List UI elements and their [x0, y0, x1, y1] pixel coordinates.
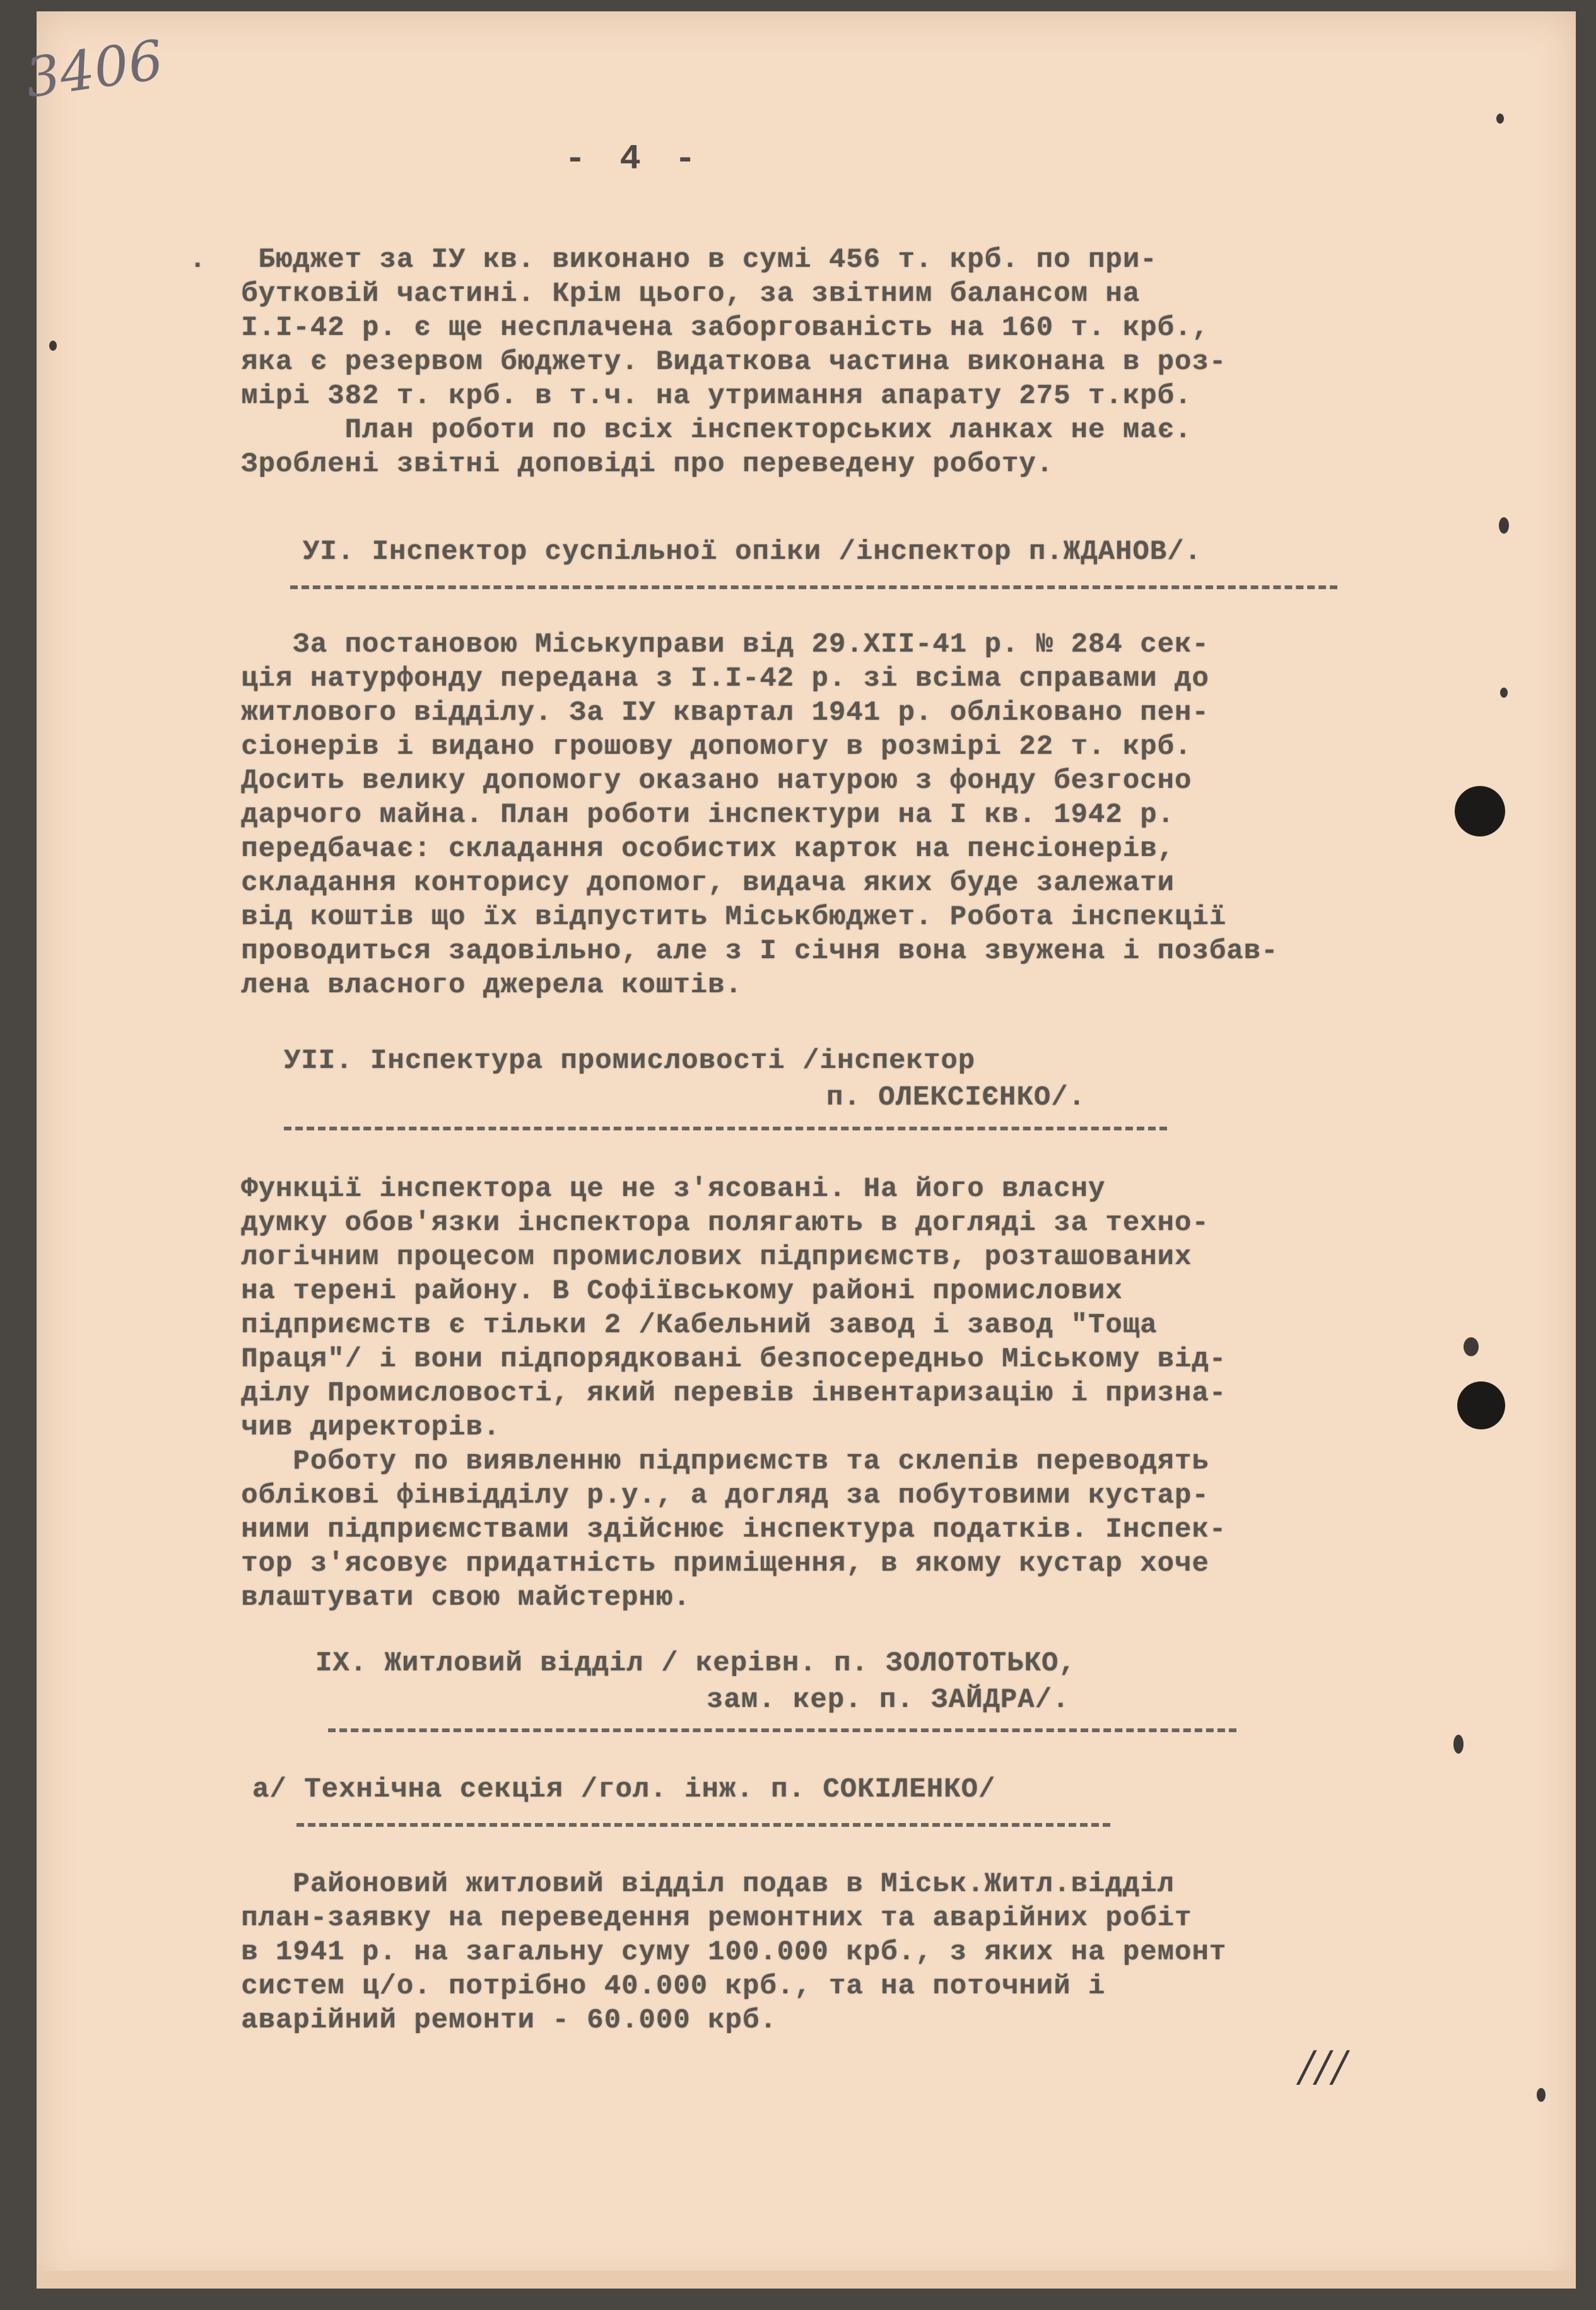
heading-industry-line-1: УІІ. Інспектура промисловості /інспектор: [284, 1045, 976, 1077]
heading-social-care: УІ. Інспектор суспільної опіки /інспектор п.ЖДАНОВ/.: [303, 536, 1202, 568]
handwritten-continuation-mark: ///: [1300, 2043, 1349, 2091]
page-number: - 4 -: [565, 139, 703, 179]
underline-industry: [284, 1127, 1167, 1130]
paper-speck: [49, 341, 57, 351]
paragraph-industry: Функції інспектора це не з'ясовані. На його власну думку обов'язки інспектора полягають в догляді за техно- логічним процесом промислових підприємств, розташованих на терені району. В Софіївському районі промислових підприємств є тільки 2 /Кабельний завод і завод "Тоща Праця"/ і вони підпорядковані безпосередньо Міському від- ділу Промисловості, який перевів інвентаризацію і призна- чив директорів. Роботу по виявленню підприємств та склепів переводять облікові фінвідділу р.у., а догляд за побутовими кустар- ними підприємствами здійснює інспектура податків. Інспек- тор з'ясовує придатність приміщення, в якому кустар хоче влаштувати свою майстерню.: [241, 1173, 1227, 1614]
paper-speck: [1496, 114, 1504, 124]
paper-speck: [1500, 688, 1508, 698]
handwritten-archive-number: 3406: [21, 28, 167, 110]
paragraph-budget: . Бюджет за ІУ кв. виконано в сумі 456 т. крб. по при- бутковій частині. Крім цього, за звітним балансом на І.І-42 р. є ще несплачена заборгованість на 160 т. крб., яка є резервом бюджету. Видаткова частина виконана в роз- мірі 382 т. крб. в т.ч. на утримання апарату 275 т.крб. План роботи по всіх інспекторських ланках не має. Зроблені звітні доповіді про переведену роботу.: [189, 244, 1227, 480]
paper-speck: [1453, 1735, 1464, 1754]
heading-industry-line-2: п. ОЛЕКСІЄНКО/.: [826, 1082, 1086, 1113]
heading-housing-line-1: ІХ. Житловий відділ / керівн. п. ЗОЛОТОТЬКО,: [315, 1648, 1076, 1679]
underline-technical-section: [296, 1823, 1110, 1827]
page-bottom-edge: [37, 2271, 1576, 2289]
heading-technical-section: а/ Технічна секція /гол. інж. п. СОКІЛЕНКО/: [252, 1774, 996, 1805]
heading-housing-line-2: зам. кер. п. ЗАЙДРА/.: [707, 1684, 1070, 1716]
paper-speck: [1464, 1337, 1479, 1356]
paper-speck: [1537, 2088, 1546, 2102]
punch-hole-top: [1455, 786, 1505, 836]
paragraph-housing: Районовий житловий відділ подав в Міськ.Житл.відділ план-заявку на переведення ремонтних та аварійних робіт в 1941 р. на загальну суму 100.000 крб., з яких на ремонт систем ц/о. потрібно 40.000 крб., та на поточний і аварійний ремонти - 60.000 крб.: [241, 1868, 1227, 2036]
paragraph-social-care: За постановою Міськуправи від 29.ХІІ-41 р. № 284 сек- ція натурфонду передана з І.І-42 р. зі всіма справами до житлового відділу. За ІУ квартал 1941 р. обліковано пен- сіонерів і видано грошову допомогу в розмірі 22 т. крб. Досить велику допомогу оказано натурою з фонду безгосно дарчого майна. План роботи інспектури на І кв. 1942 р. передбачає: складання особистих карток на пенсіонерів, складання конторису допомог, видача яких буде залежати від коштів що їх відпустить Міськбюджет. Робота інспекції проводиться задовільно, але з І січня вона звужена і позбав- лена власного джерела коштів.: [241, 629, 1279, 1001]
underline-social-care: [290, 585, 1337, 589]
underline-housing: [328, 1728, 1236, 1732]
paper-speck: [1499, 517, 1509, 534]
punch-hole-bottom: [1457, 1381, 1505, 1429]
